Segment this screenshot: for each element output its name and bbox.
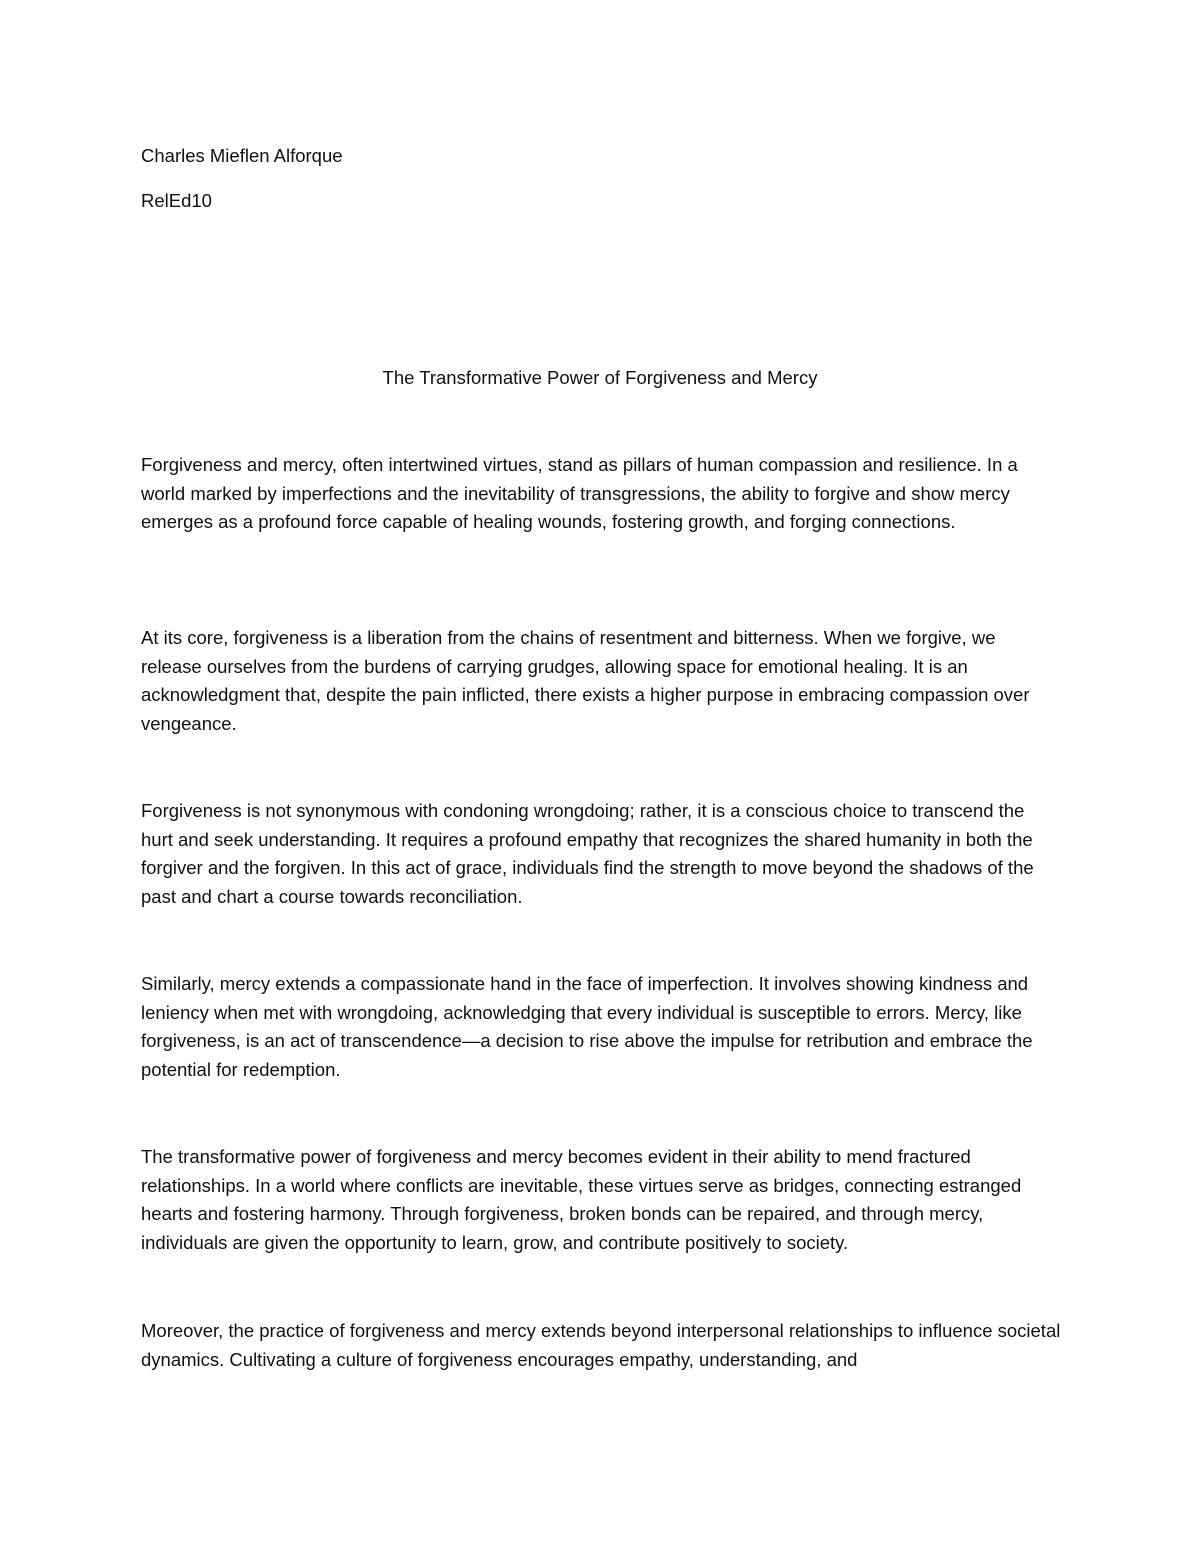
body-paragraph-6: Moreover, the practice of forgiveness and mercy extends beyond interpersonal relationships to influence societal dynamics. Cultivating a culture of forgiveness encourages empathy, understanding, and bbox=[141, 1320, 1061, 1370]
body-paragraph-5: The transformative power of forgiveness and mercy becomes evident in their ability to mend fractured relationships. In a world where conflicts are inevitable, these virtues serve as bridges, connecting estranged hearts and fostering harmony. Through forgiveness, broken bonds can be repaired, and through mercy, individuals are given the opportunity to learn, grow, and contribute positively to society. bbox=[141, 1146, 1022, 1253]
author-name: Charles Mieflen Alforque bbox=[141, 145, 343, 166]
essay-title: The Transformative Power of Forgiveness and Mercy bbox=[382, 367, 818, 388]
body-paragraph-3: Forgiveness is not synonymous with condoning wrongdoing; rather, it is a conscious choice to transcend the hurt and seek understanding. It requires a profound empathy that recognizes the shared humanity in both the forgiver and the forgiven. In this act of grace, individuals find the strength to move beyond the shadows of the past and chart a course towards reconciliation. bbox=[141, 800, 1034, 907]
body-paragraph-2: At its core, forgiveness is a liberation from the chains of resentment and bitterness. When we forgive, we release ourselves from the burdens of carrying grudges, allowing space for emotional healing. It is an acknowledgment that, despite the pain inflicted, there exists a higher purpose in embracing compassion over vengeance. bbox=[141, 627, 1030, 734]
body-paragraph-1: Forgiveness and mercy, often intertwined virtues, stand as pillars of human compassion and resilience. In a world marked by imperfections and the inevitability of transgressions, the ability to forgive and show mercy emerges as a profound force capable of healing wounds, fostering growth, and forging connections. bbox=[141, 454, 1018, 532]
body-paragraph-4: Similarly, mercy extends a compassionate hand in the face of imperfection. It involves showing kindness and leniency when met with wrongdoing, acknowledging that every individual is susceptible to errors. Mercy, like forgiveness, is an act of transcendence—a decision to rise above the impulse for retribution and embrace the potential for redemption. bbox=[141, 973, 1033, 1080]
course-code: RelEd10 bbox=[141, 190, 212, 211]
